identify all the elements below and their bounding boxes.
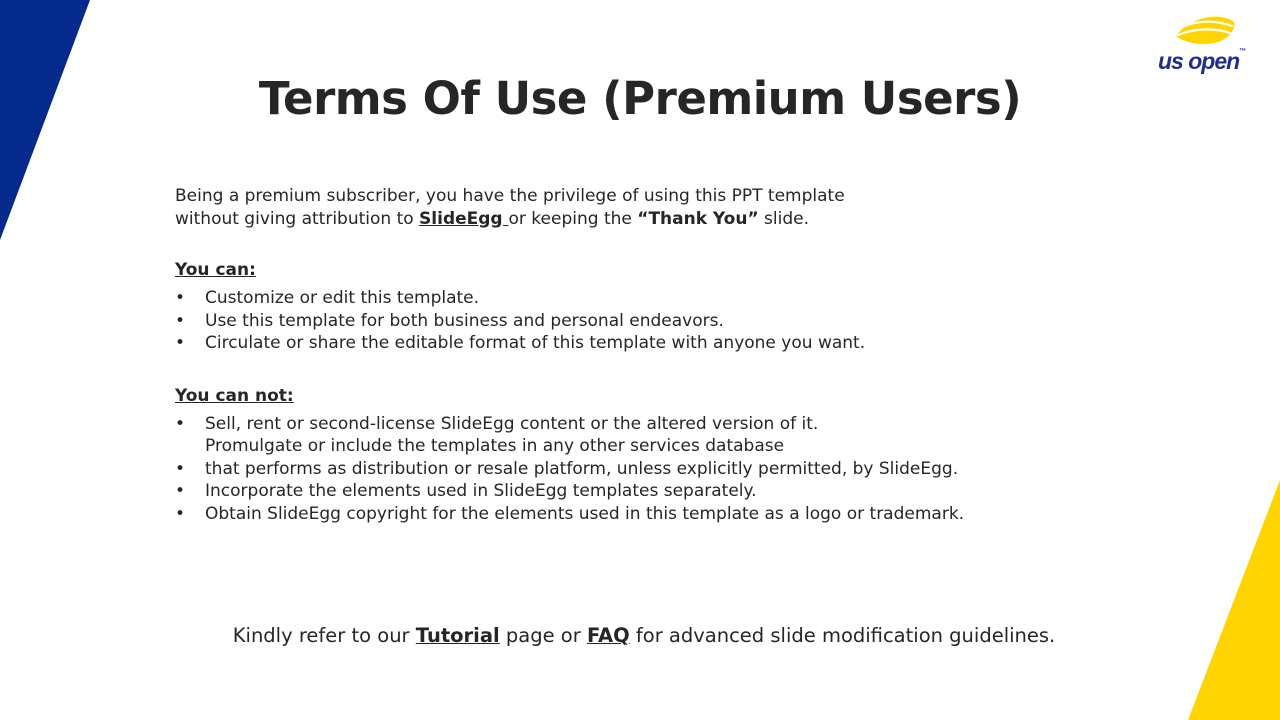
- terms-content: [175, 185, 1075, 525]
- intro-paragraph: [175, 185, 1075, 230]
- tennis-ball-swoosh-icon: [1172, 14, 1238, 48]
- you-can-heading: You can:: [175, 260, 256, 280]
- us-open-logo: [1158, 14, 1258, 78]
- list-item: Promulgate or include the templates in any other services database: [205, 436, 785, 456]
- you-can-not-heading: You can not:: [175, 385, 294, 406]
- intro-line-2: without giving attribution to SlideEgg or keeping the “Thank You” slide.: [175, 208, 810, 229]
- page-title: Terms Of Use (Premium Users): [258, 72, 1022, 125]
- list-item: • Circulate or share the editable format of this template with anyone you want.: [175, 332, 1075, 355]
- logo-wordmark: us open™: [1158, 48, 1247, 74]
- faq-link[interactable]: FAQ: [586, 624, 630, 647]
- list-item: • Obtain SlideEgg copyright for the elements used in this template as a logo or trademark.: [175, 503, 1075, 526]
- list-item: • Incorporate the elements used in SlideEgg templates separately.: [175, 480, 1075, 503]
- list-item: • Use this template for both business and personal endeavors.: [175, 310, 1075, 333]
- list-item: • Sell, rent or second-license SlideEgg content or the altered version of it.: [175, 413, 1075, 436]
- list-item: • Customize or edit this template.: [175, 287, 1075, 310]
- intro-line-1: Being a premium subscriber, you have the privilege of using this PPT template: [175, 186, 845, 206]
- tutorial-link[interactable]: Tutorial: [415, 624, 500, 647]
- thank-you-emphasis: “Thank You”: [637, 208, 759, 229]
- footer-note: Kindly refer to our Tutorial page or FAQ for advanced slide modification guidelines.: [232, 624, 1056, 647]
- slideegg-link[interactable]: SlideEgg: [419, 208, 509, 229]
- yellow-corner-shape: [1188, 480, 1280, 720]
- you-can-not-list: [175, 413, 1075, 526]
- you-can-list: [175, 287, 1075, 355]
- list-item: • that performs as distribution or resale platform, unless explicitly permitted, by SlideEgg.: [175, 458, 1075, 481]
